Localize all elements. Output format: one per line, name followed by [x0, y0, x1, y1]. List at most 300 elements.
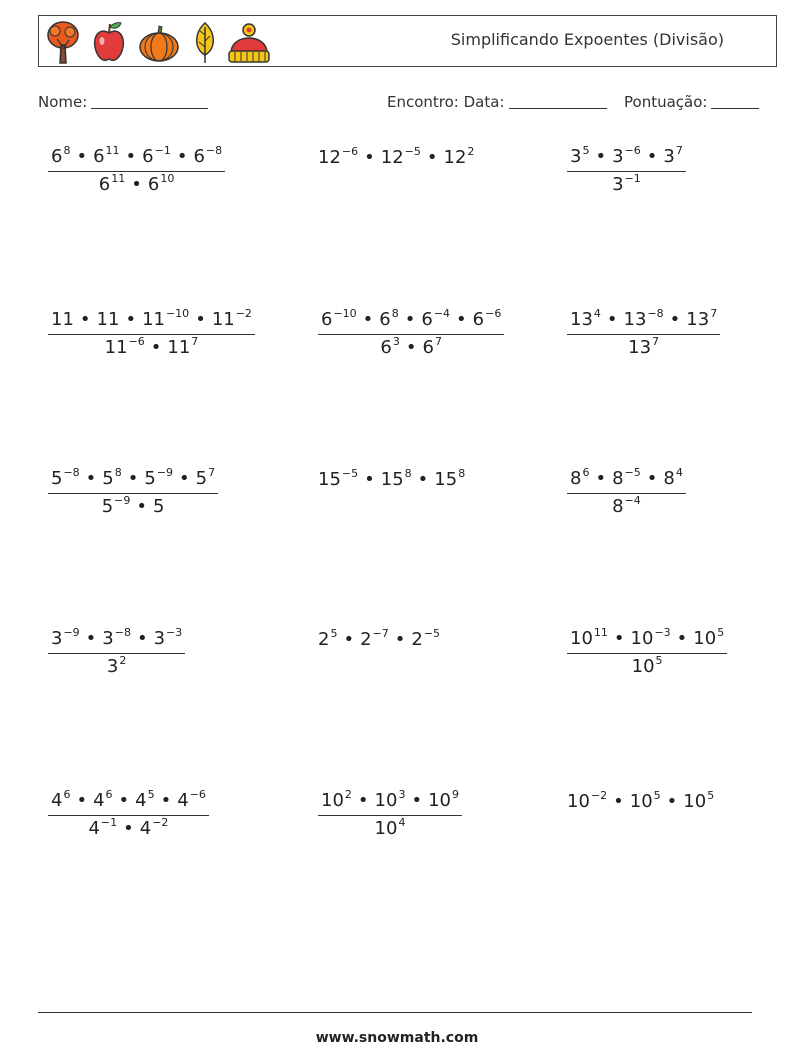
multiply-dot: •	[456, 309, 467, 330]
base: 11	[167, 337, 191, 358]
base: 6	[421, 309, 433, 330]
base: 11	[104, 337, 128, 358]
expression	[318, 147, 474, 168]
base: 12	[380, 147, 404, 168]
exponent: 6	[105, 788, 113, 801]
base: 10	[321, 790, 344, 811]
multiply-dot: •	[125, 146, 137, 167]
base: 5	[152, 496, 165, 517]
power-term	[380, 337, 399, 358]
date-blank[interactable]	[509, 94, 607, 109]
exponent: 5	[717, 626, 725, 639]
multiply-dot: •	[343, 629, 355, 650]
power-term	[379, 309, 398, 330]
exponent: −5	[341, 467, 359, 480]
pumpkin-icon	[137, 19, 181, 65]
numerator	[567, 468, 686, 494]
power-term	[444, 147, 475, 168]
power-term	[375, 818, 406, 839]
exponent: 5	[653, 789, 661, 802]
name-label: Nome:	[38, 93, 88, 111]
power-term	[196, 468, 215, 489]
problem-7	[48, 468, 218, 517]
exponent: 5	[707, 789, 715, 802]
fraction	[48, 628, 185, 677]
base: 10	[374, 790, 398, 811]
score-blank[interactable]	[711, 94, 759, 109]
beanie-icon	[227, 19, 271, 65]
base: 11	[51, 309, 74, 330]
power-term	[321, 309, 357, 330]
numerator	[48, 628, 185, 654]
multiply-dot: •	[646, 146, 658, 167]
power-term	[153, 496, 164, 517]
problem-4	[48, 309, 255, 358]
problem-11	[318, 628, 440, 652]
multiply-dot: •	[125, 309, 137, 330]
problem-1	[48, 146, 225, 195]
power-term	[97, 309, 120, 330]
power-term	[612, 496, 641, 517]
base: 5	[51, 468, 63, 489]
power-term	[51, 146, 70, 167]
fraction	[567, 146, 686, 195]
exponent: 11	[593, 626, 608, 639]
power-term	[93, 146, 119, 167]
base: 8	[612, 496, 624, 517]
multiply-dot: •	[394, 629, 406, 650]
base: 2	[411, 629, 423, 650]
exponent: 2	[119, 654, 127, 667]
base: 5	[102, 468, 114, 489]
base: 10	[374, 818, 398, 839]
denominator	[567, 335, 720, 358]
base: 3	[106, 656, 119, 677]
multiply-dot: •	[417, 469, 429, 490]
exponent: 6	[63, 788, 71, 801]
power-term	[212, 309, 252, 330]
exponent: −5	[624, 466, 641, 479]
fraction	[48, 309, 255, 358]
power-term	[107, 656, 126, 677]
base: 10	[693, 628, 717, 649]
date-label: Encontro: Data:	[387, 93, 505, 111]
exponent: 8	[458, 467, 466, 480]
base: 12	[443, 147, 467, 168]
power-term	[663, 468, 682, 489]
power-term	[428, 790, 459, 811]
numerator	[48, 468, 218, 494]
power-term	[321, 790, 352, 811]
base: 6	[193, 146, 205, 167]
multiply-dot: •	[666, 791, 678, 812]
exponent: −6	[485, 307, 502, 320]
exponent: 3	[392, 335, 400, 348]
power-term	[148, 174, 174, 195]
base: 6	[142, 146, 154, 167]
numerator	[318, 790, 462, 816]
exponent: −10	[333, 307, 357, 320]
power-term	[683, 791, 714, 812]
problem-13	[48, 790, 209, 839]
base: 2	[318, 629, 330, 650]
exponent: −7	[372, 627, 389, 640]
power-term	[421, 309, 450, 330]
exponent: −5	[404, 145, 421, 158]
multiply-dot: •	[176, 146, 188, 167]
date-field	[387, 93, 607, 111]
tree-icon	[45, 19, 81, 65]
power-term	[381, 147, 421, 168]
exponent: 3	[398, 788, 406, 801]
base: 8	[663, 468, 675, 489]
fraction	[48, 790, 209, 839]
exponent: 6	[582, 466, 590, 479]
base: 10	[631, 656, 655, 677]
problem-6	[567, 309, 720, 358]
power-term	[51, 309, 74, 330]
denominator	[318, 335, 504, 358]
power-term	[102, 468, 121, 489]
denominator	[567, 654, 727, 677]
exponent: −2	[152, 816, 169, 829]
multiply-dot: •	[357, 790, 369, 811]
multiply-dot: •	[595, 146, 607, 167]
problem-15	[567, 790, 714, 814]
multiply-dot: •	[364, 469, 375, 490]
power-term	[167, 337, 198, 358]
power-term	[628, 337, 659, 358]
power-term	[318, 629, 337, 650]
multiply-dot: •	[676, 628, 688, 649]
base: 11	[142, 309, 165, 330]
base: 3	[663, 146, 675, 167]
denominator	[567, 494, 686, 517]
multiply-dot: •	[118, 790, 130, 811]
multiply-dot: •	[127, 468, 139, 489]
power-term	[693, 628, 724, 649]
power-term	[142, 146, 171, 167]
power-term	[102, 496, 131, 517]
multiply-dot: •	[136, 628, 148, 649]
name-field	[38, 93, 208, 111]
multiply-dot: •	[595, 468, 607, 489]
base: 6	[93, 146, 105, 167]
exponent: −6	[128, 335, 145, 348]
exponent: 5	[655, 654, 663, 667]
fraction	[48, 146, 225, 195]
base: 10	[567, 791, 590, 812]
power-term	[570, 468, 589, 489]
exponent: 7	[434, 335, 442, 348]
exponent: 8	[391, 307, 399, 320]
fraction	[567, 628, 727, 677]
multiply-dot: •	[411, 790, 423, 811]
base: 4	[51, 790, 63, 811]
denominator	[48, 172, 225, 195]
apple-icon	[91, 19, 127, 65]
base: 13	[628, 337, 652, 358]
base: 3	[570, 146, 582, 167]
power-term	[612, 174, 641, 195]
expression	[318, 469, 465, 490]
exponent: −2	[235, 307, 252, 320]
numerator	[567, 146, 686, 172]
power-term	[135, 790, 154, 811]
multiply-dot: •	[405, 337, 417, 358]
multiply-dot: •	[150, 337, 162, 358]
base: 4	[135, 790, 147, 811]
power-term	[473, 309, 502, 330]
power-term	[624, 309, 664, 330]
power-term	[360, 629, 389, 650]
expression	[567, 791, 714, 812]
base: 6	[472, 309, 485, 330]
base: 5	[101, 496, 114, 517]
multiply-dot: •	[364, 147, 375, 168]
base: 3	[612, 146, 624, 167]
exponent: 5	[147, 788, 155, 801]
multiply-dot: •	[646, 468, 658, 489]
power-term	[88, 818, 117, 839]
exponent: 2	[467, 145, 475, 158]
problem-14	[318, 790, 462, 839]
multiply-dot: •	[613, 791, 624, 812]
fraction	[567, 468, 686, 517]
exponent: −6	[624, 144, 641, 157]
footer-divider	[38, 1012, 752, 1013]
power-term	[51, 468, 80, 489]
exponent: −9	[156, 466, 174, 479]
power-term	[570, 628, 608, 649]
multiply-dot: •	[606, 309, 618, 330]
exponent: −3	[654, 626, 671, 639]
power-term	[663, 146, 682, 167]
base: 10	[629, 791, 653, 812]
problem-12	[567, 628, 727, 677]
multiply-dot: •	[179, 468, 190, 489]
exponent: −4	[433, 307, 451, 320]
name-blank[interactable]	[91, 94, 208, 109]
problem-9	[567, 468, 686, 517]
exponent: 9	[451, 788, 459, 801]
exponent: 7	[675, 144, 683, 157]
multiply-dot: •	[123, 818, 134, 839]
base: 11	[96, 309, 120, 330]
page-title: Simplificando Expoentes (Divisão)	[450, 30, 724, 49]
multiply-dot: •	[136, 496, 147, 517]
denominator	[48, 816, 209, 839]
base: 6	[98, 174, 111, 195]
exponent: −9	[63, 626, 80, 639]
exponent: −8	[647, 307, 664, 320]
exponent: −9	[114, 494, 131, 507]
base: 13	[623, 309, 647, 330]
base: 6	[51, 146, 63, 167]
power-term	[570, 309, 601, 330]
exponent: −1	[100, 816, 118, 829]
problem-10	[48, 628, 185, 677]
base: 10	[683, 791, 707, 812]
exponent: −8	[114, 626, 131, 639]
power-term	[93, 790, 112, 811]
exponent: 5	[330, 627, 338, 640]
power-term	[630, 791, 661, 812]
power-term	[318, 469, 358, 490]
fraction	[48, 468, 218, 517]
power-term	[140, 818, 169, 839]
expression	[318, 629, 440, 650]
base: 13	[570, 309, 593, 330]
base: 6	[321, 309, 333, 330]
base: 6	[379, 309, 391, 330]
base: 3	[612, 174, 624, 195]
multiply-dot: •	[85, 468, 97, 489]
base: 15	[380, 469, 404, 490]
power-term	[632, 656, 663, 677]
exponent: −1	[624, 172, 641, 185]
problem-5	[318, 309, 504, 358]
exponent: 8	[404, 467, 412, 480]
power-term	[154, 628, 183, 649]
base: 4	[93, 790, 105, 811]
multiply-dot: •	[426, 147, 438, 168]
base: 5	[144, 468, 156, 489]
base: 4	[88, 818, 100, 839]
base: 3	[102, 628, 114, 649]
exponent: 4	[398, 816, 406, 829]
power-term	[99, 174, 125, 195]
multiply-dot: •	[131, 174, 142, 195]
exponent: 11	[105, 144, 120, 157]
footer-website: www.snowmath.com	[315, 1030, 479, 1046]
problem-3	[567, 146, 686, 195]
multiply-dot: •	[195, 309, 206, 330]
leaf-icon	[190, 19, 220, 65]
base: 8	[570, 468, 582, 489]
exponent: 8	[63, 144, 71, 157]
exponent: 10	[160, 172, 175, 185]
denominator	[318, 816, 462, 839]
base: 13	[686, 309, 710, 330]
exponent: −3	[166, 626, 183, 639]
numerator	[48, 146, 225, 172]
numerator	[48, 309, 255, 335]
exponent: −10	[165, 307, 190, 320]
worksheet-header	[38, 15, 777, 67]
power-term	[142, 309, 189, 330]
power-term	[434, 469, 465, 490]
base: 6	[147, 174, 160, 195]
fraction	[567, 309, 720, 358]
exponent: −5	[423, 627, 441, 640]
exponent: −4	[624, 494, 641, 507]
exponent: −8	[63, 466, 80, 479]
denominator	[48, 654, 185, 677]
multiply-dot: •	[79, 309, 91, 330]
power-term	[381, 469, 412, 490]
base: 15	[318, 469, 341, 490]
base: 8	[612, 468, 624, 489]
exponent: 4	[593, 307, 601, 320]
multiply-dot: •	[669, 309, 681, 330]
power-term	[612, 146, 641, 167]
base: 3	[153, 628, 166, 649]
numerator	[318, 309, 504, 335]
exponent: −1	[154, 144, 171, 157]
problem-2	[318, 146, 474, 170]
base: 10	[570, 628, 593, 649]
multiply-dot: •	[76, 146, 88, 167]
base: 11	[211, 309, 235, 330]
exponent: 8	[114, 466, 122, 479]
power-term	[318, 147, 358, 168]
exponent: −6	[341, 145, 359, 158]
exponent: 11	[111, 172, 126, 185]
power-term	[51, 790, 70, 811]
score-label: Pontuação:	[624, 93, 708, 111]
exponent: −6	[189, 788, 206, 801]
fraction	[318, 309, 504, 358]
power-term	[51, 628, 80, 649]
base: 10	[630, 628, 654, 649]
exponent: −8	[205, 144, 223, 157]
power-term	[570, 146, 589, 167]
multiply-dot: •	[85, 628, 97, 649]
denominator	[48, 335, 255, 358]
base: 5	[195, 468, 208, 489]
multiply-dot: •	[613, 628, 625, 649]
power-term	[177, 790, 206, 811]
base: 4	[139, 818, 152, 839]
base: 15	[434, 469, 458, 490]
base: 6	[422, 337, 434, 358]
base: 6	[380, 337, 392, 358]
exponent: 4	[675, 466, 683, 479]
power-term	[144, 468, 173, 489]
fraction	[318, 790, 462, 839]
power-term	[102, 628, 131, 649]
exponent: 5	[582, 144, 590, 157]
power-term	[686, 309, 717, 330]
numerator	[567, 309, 720, 335]
base: 2	[360, 629, 372, 650]
denominator	[567, 172, 686, 195]
base: 10	[428, 790, 451, 811]
numerator	[567, 628, 727, 654]
power-term	[612, 468, 641, 489]
power-term	[411, 629, 440, 650]
multiply-dot: •	[404, 309, 416, 330]
base: 4	[177, 790, 189, 811]
numerator	[48, 790, 209, 816]
base: 12	[318, 147, 341, 168]
exponent: 7	[710, 307, 718, 320]
exponent: 2	[344, 788, 352, 801]
power-term	[422, 337, 441, 358]
power-term	[193, 146, 222, 167]
denominator	[48, 494, 218, 517]
exponent: 7	[208, 466, 216, 479]
power-term	[375, 790, 406, 811]
problem-8	[318, 468, 465, 492]
multiply-dot: •	[76, 790, 88, 811]
exponent: 7	[191, 335, 199, 348]
power-term	[105, 337, 145, 358]
base: 3	[51, 628, 63, 649]
exponent: −2	[590, 789, 608, 802]
exponent: 7	[652, 335, 660, 348]
